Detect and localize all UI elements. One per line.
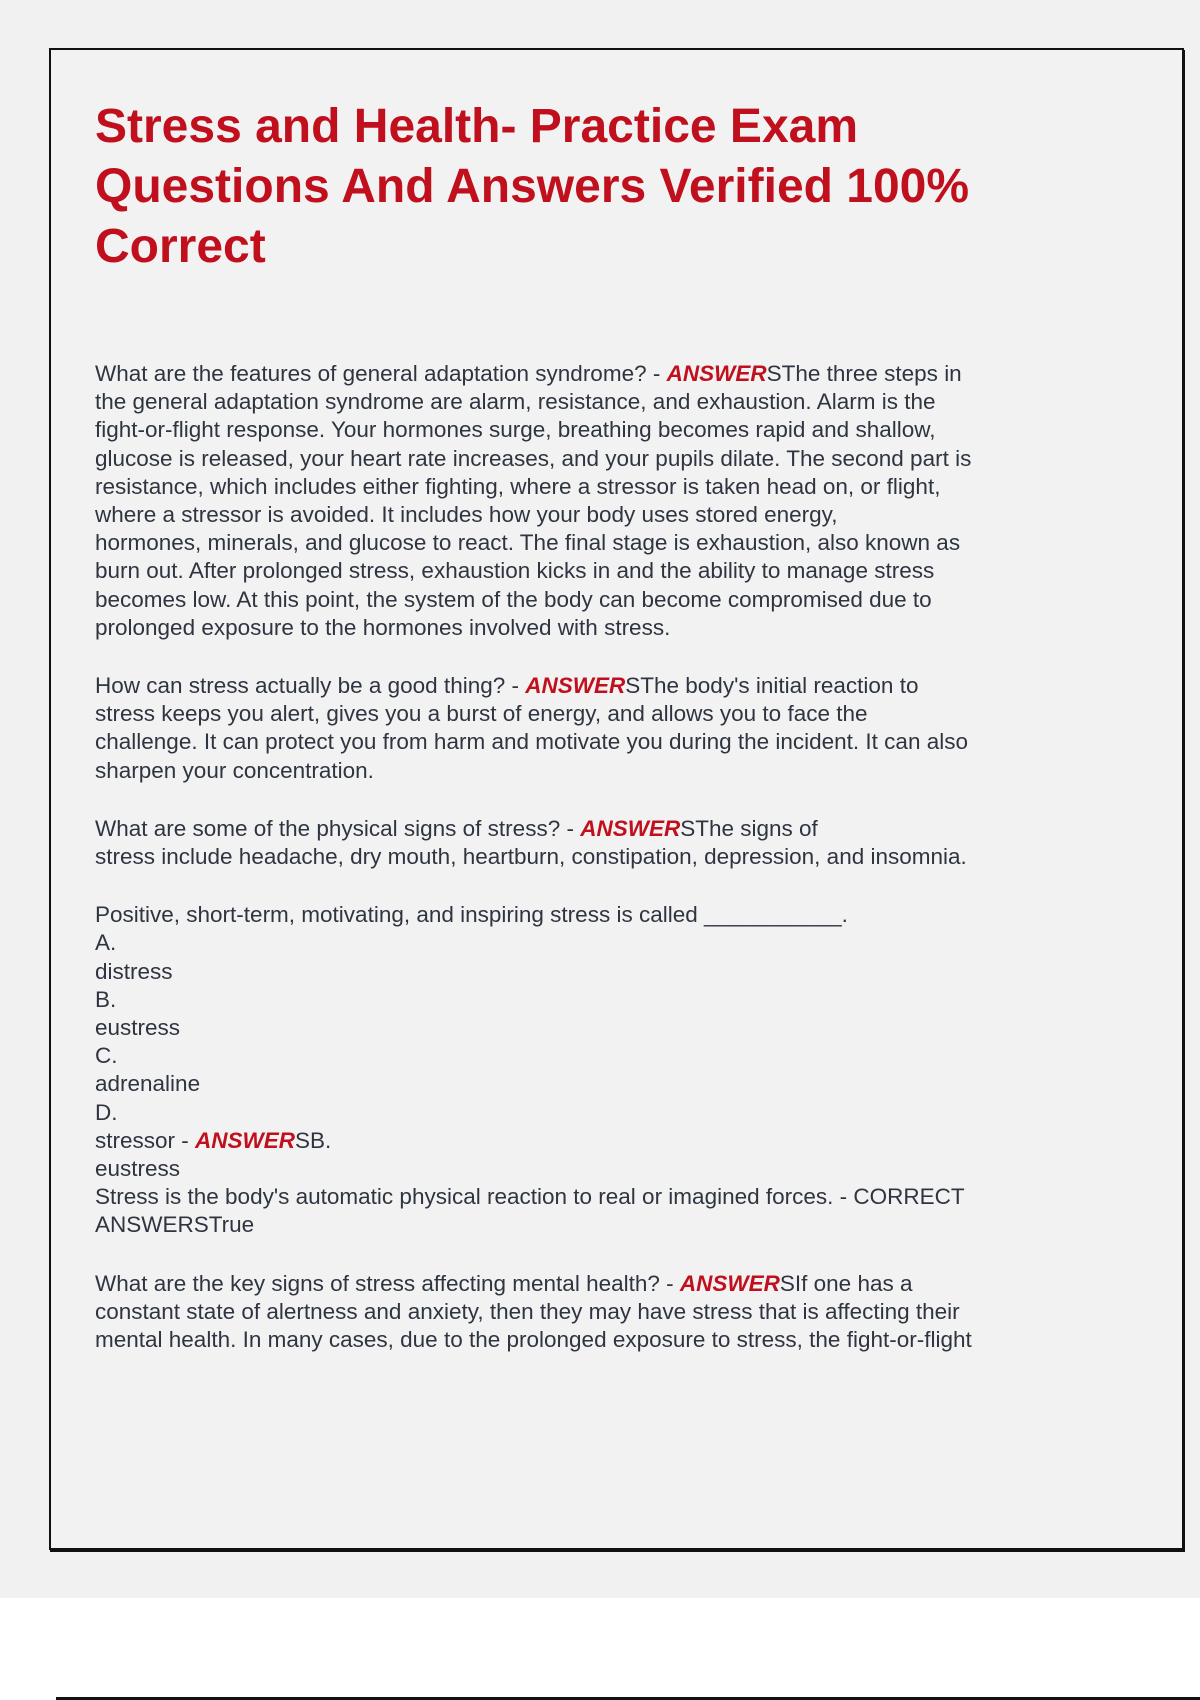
answer-keyword: ANSWER: [679, 1270, 780, 1296]
answer-line: prolonged exposure to the hormones involved with stress.: [95, 614, 671, 640]
answer-line: the general adaptation syndrome are alarm, resistance, and exhaustion. Alarm is the: [95, 389, 936, 415]
answer-line: resistance, which includes either fighting, where a stressor is taken head on, or flight,: [95, 473, 941, 499]
answer-line: becomes low. At this point, the system of the body can become compromised due to: [95, 586, 932, 612]
title-line: Questions And Answers Verified 100%: [95, 160, 970, 213]
option-answer-line: [95, 1127, 1055, 1155]
page-gap: [0, 1598, 1200, 1700]
option-text: stressor -: [95, 1127, 196, 1153]
option-text: adrenaline: [95, 1071, 201, 1097]
qa-first-line: [95, 815, 1055, 843]
answer-text: SThe three steps in: [766, 361, 962, 386]
question-text: What are the features of general adaptation syndrome? -: [95, 361, 667, 386]
answer-keyword: ANSWER: [580, 815, 681, 841]
answer-line: mental health. In many cases, due to the prolonged exposure to stress, the fight-or-flight: [95, 1327, 972, 1353]
qa-item-physical-signs: [95, 815, 1055, 871]
answer-line: stress include headache, dry mouth, heartburn, constipation, depression, and insomnia.: [95, 844, 967, 870]
mcq-item: [95, 901, 1055, 1239]
answer-line: sharpen your concentration.: [95, 757, 374, 783]
answer-line: stress keeps you alert, gives you a burst of energy, and allows you to face the: [95, 701, 868, 727]
option-letter: A.: [95, 930, 117, 956]
answer-text: SThe signs of: [680, 815, 818, 841]
followup-line: Stress is the body's automatic physical reaction to real or imagined forces. - CORRECT: [95, 1184, 965, 1210]
answer-line: glucose is released, your heart rate increases, and your pupils dilate. The second part is: [95, 445, 972, 471]
title-line: Correct: [95, 220, 266, 273]
answer-line: where a stressor is avoided. It includes how your body uses stored energy,: [95, 502, 838, 528]
answer-line: challenge. It can protect you from harm and motivate you during the incident. It can also: [95, 729, 968, 755]
answer-keyword: ANSWER: [666, 361, 767, 386]
answer-text: SIf one has a: [779, 1270, 913, 1296]
option-text: eustress: [95, 1015, 181, 1041]
option-letter: B.: [95, 986, 117, 1012]
mcq-stem: Positive, short-term, motivating, and inspiring stress is called ___________.: [95, 902, 848, 928]
option-letter: D.: [95, 1099, 118, 1125]
qa-first-line: [95, 672, 1055, 700]
option-text: distress: [95, 958, 173, 984]
answer-line: constant state of alertness and anxiety, then they may have stress that is affecting their: [95, 1298, 960, 1324]
answer-line: burn out. After prolonged stress, exhaustion kicks in and the ability to manage stress: [95, 558, 935, 584]
question-text: How can stress actually be a good thing? -: [95, 673, 526, 699]
qa-item-good-stress: [95, 672, 1055, 785]
answer-detail: eustress: [95, 1156, 181, 1182]
answer-keyword: ANSWER: [195, 1127, 296, 1153]
followup-line: ANSWERSTrue: [95, 1212, 255, 1238]
question-text: What are some of the physical signs of stress? -: [95, 815, 581, 841]
qa-item-gas: [95, 360, 1055, 642]
qa-first-line: [95, 1270, 1055, 1298]
question-text: What are the key signs of stress affecting mental health? -: [95, 1270, 680, 1296]
qa-item-mental-health: [95, 1270, 1055, 1355]
answer-line: fight-or-flight response. Your hormones surge, breathing becomes rapid and shallow,: [95, 417, 936, 443]
answer-text: SThe body's initial reaction to: [625, 673, 919, 699]
document-body: [95, 360, 1055, 1384]
document-title: [95, 97, 1055, 277]
qa-first-line: [95, 360, 1055, 388]
answer-keyword: ANSWER: [525, 673, 626, 699]
title-line: Stress and Health- Practice Exam: [95, 100, 859, 153]
answer-text: SB.: [295, 1127, 332, 1153]
option-letter: C.: [95, 1043, 118, 1069]
answer-line: hormones, minerals, and glucose to react. The final stage is exhaustion, also known as: [95, 530, 961, 556]
